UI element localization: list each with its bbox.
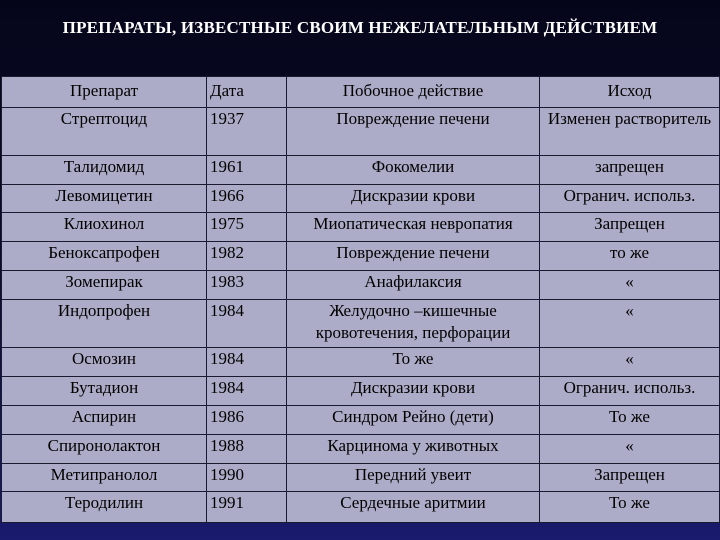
cell-effect: Дискразии крови (287, 377, 540, 406)
cell-year: 1983 (207, 271, 287, 300)
cell-effect: Анафилаксия (287, 271, 540, 300)
cell-effect: Карцинома у животных (287, 435, 540, 464)
cell-drug: Клиохинол (2, 213, 207, 242)
cell-outcome: Изменен растворитель (540, 108, 720, 156)
cell-outcome: Огранич. использ. (540, 377, 720, 406)
cell-drug: Зомепирак (2, 271, 207, 300)
cell-year: 1975 (207, 213, 287, 242)
table-header-row (2, 77, 720, 108)
cell-drug: Теродилин (2, 492, 207, 523)
table-row (2, 300, 720, 348)
table-row (2, 271, 720, 300)
cell-outcome: « (540, 300, 720, 348)
table-row (2, 377, 720, 406)
table-row (2, 156, 720, 185)
header-drug: Препарат (2, 77, 207, 108)
cell-outcome: Огранич. использ. (540, 185, 720, 213)
cell-effect: Повреждение печени (287, 242, 540, 271)
cell-year: 1961 (207, 156, 287, 185)
cell-year: 1966 (207, 185, 287, 213)
table-row (2, 185, 720, 213)
table-row (2, 348, 720, 377)
cell-outcome: То же (540, 406, 720, 435)
table-row (2, 464, 720, 492)
cell-outcome: то же (540, 242, 720, 271)
cell-outcome: То же (540, 492, 720, 523)
cell-effect: Фокомелии (287, 156, 540, 185)
slide-title: ПРЕПАРАТЫ, ИЗВЕСТНЫЕ СВОИМ НЕЖЕЛАТЕЛЬНЫМ ДЕЙСТВИЕМ (62, 18, 658, 37)
cell-drug: Талидомид (2, 156, 207, 185)
cell-drug: Метипранолол (2, 464, 207, 492)
table-row (2, 242, 720, 271)
cell-effect: Сердечные аритмии (287, 492, 540, 523)
cell-drug: Левомицетин (2, 185, 207, 213)
cell-effect: Синдром Рейно (дети) (287, 406, 540, 435)
drugs-table (1, 76, 720, 523)
cell-drug: Стрептоцид (2, 108, 207, 156)
header-effect: Побочное действие (287, 77, 540, 108)
cell-drug: Аспирин (2, 406, 207, 435)
cell-outcome: « (540, 348, 720, 377)
cell-outcome: « (540, 435, 720, 464)
cell-year: 1984 (207, 377, 287, 406)
cell-outcome: запрещен (540, 156, 720, 185)
table-row (2, 108, 720, 156)
cell-year: 1982 (207, 242, 287, 271)
cell-year: 1937 (207, 108, 287, 156)
table-row (2, 492, 720, 523)
cell-year: 1991 (207, 492, 287, 523)
cell-year: 1984 (207, 300, 287, 348)
cell-drug: Беноксапрофен (2, 242, 207, 271)
cell-effect: Желудочно –кишечные кровотечения, перфорации (287, 300, 540, 348)
header-outcome: Исход (540, 77, 720, 108)
cell-effect: Повреждение печени (287, 108, 540, 156)
table-row (2, 406, 720, 435)
cell-effect: Дискразии крови (287, 185, 540, 213)
cell-effect: Миопатическая невропатия (287, 213, 540, 242)
cell-outcome: Запрещен (540, 213, 720, 242)
cell-drug: Осмозин (2, 348, 207, 377)
cell-year: 1988 (207, 435, 287, 464)
cell-outcome: « (540, 271, 720, 300)
header-year: Дата (207, 77, 287, 108)
cell-year: 1990 (207, 464, 287, 492)
table-row (2, 435, 720, 464)
cell-effect: То же (287, 348, 540, 377)
table-row (2, 213, 720, 242)
cell-year: 1986 (207, 406, 287, 435)
cell-year: 1984 (207, 348, 287, 377)
cell-drug: Спиронолактон (2, 435, 207, 464)
cell-drug: Индопрофен (2, 300, 207, 348)
cell-drug: Бутадион (2, 377, 207, 406)
cell-effect: Передний увеит (287, 464, 540, 492)
cell-outcome: Запрещен (540, 464, 720, 492)
